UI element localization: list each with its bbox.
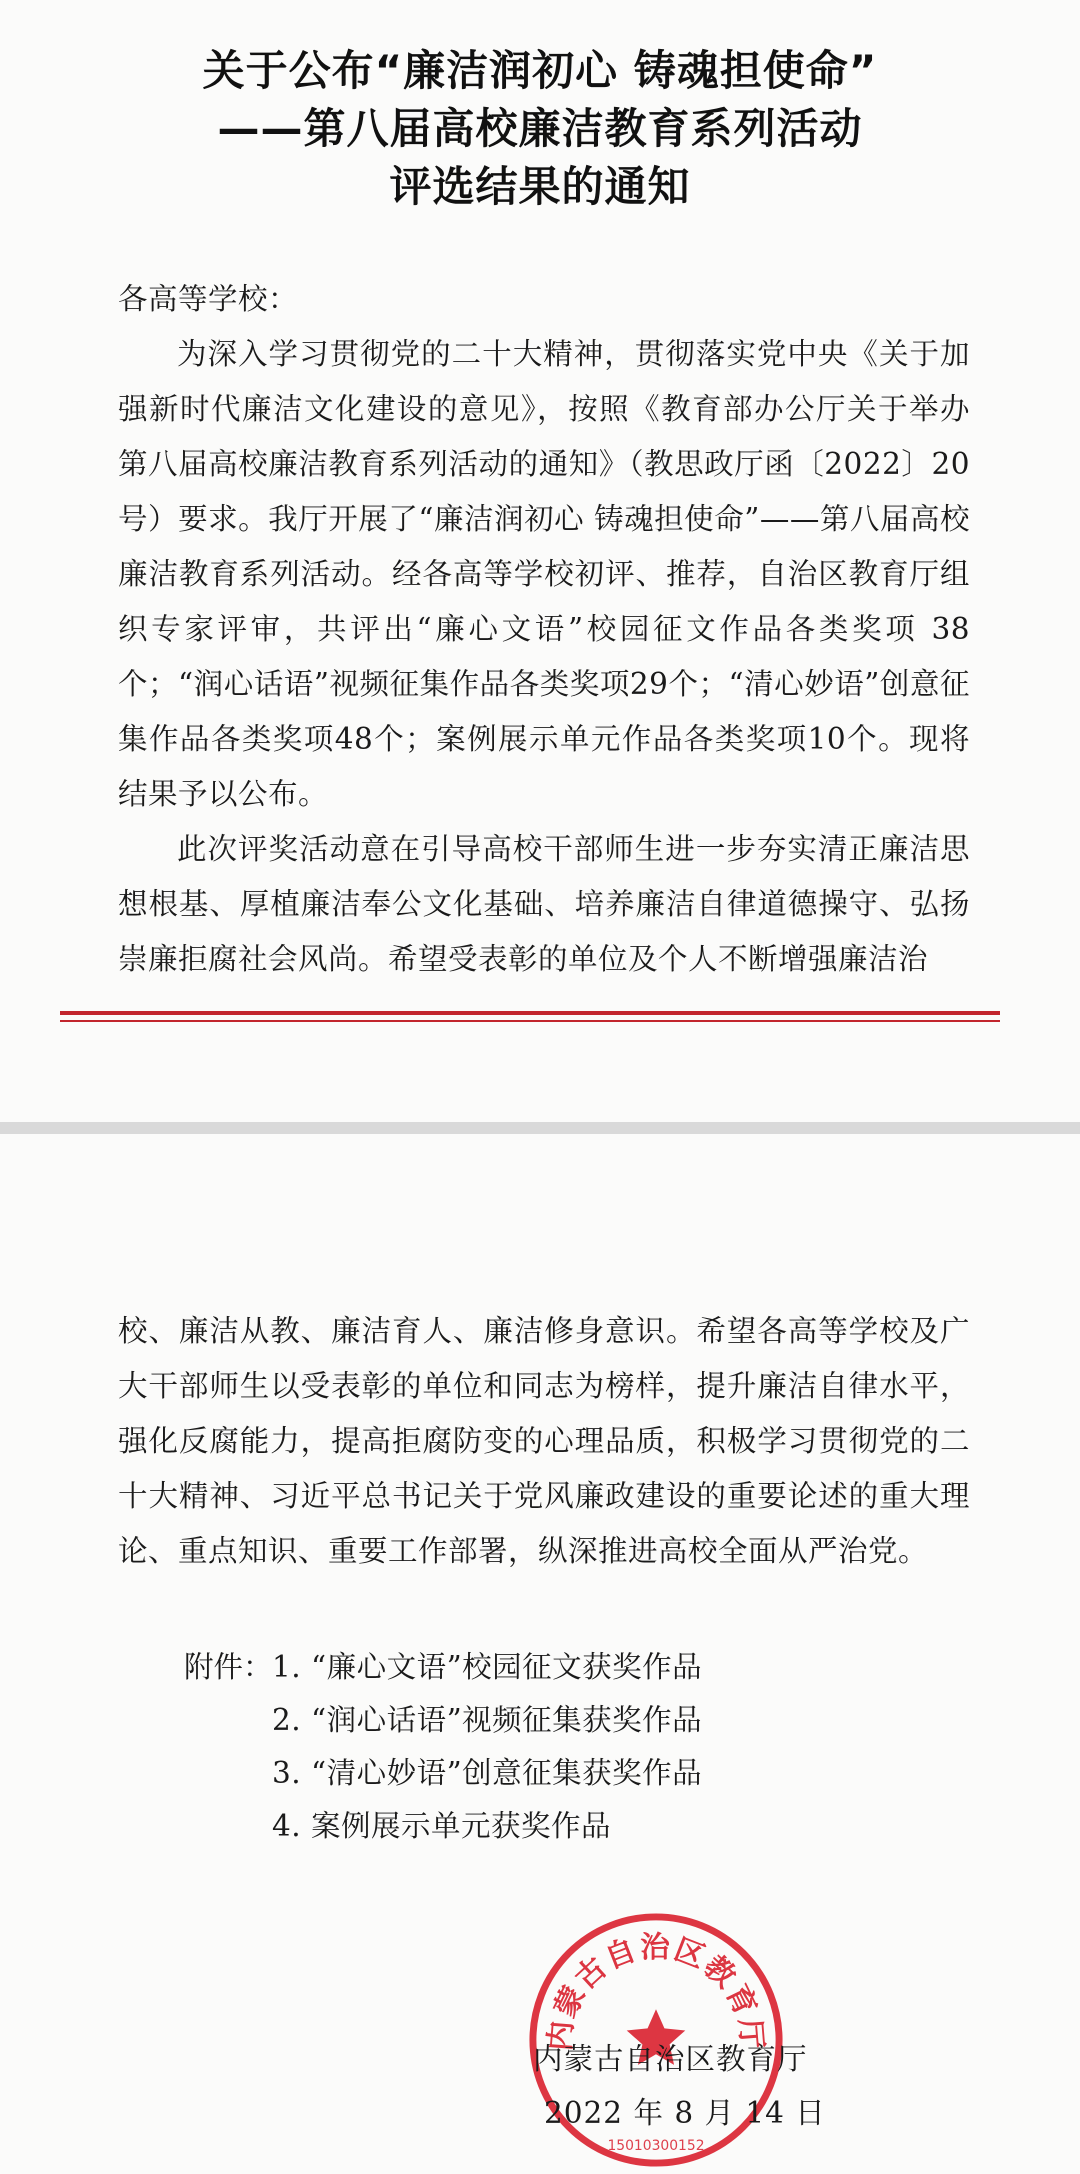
- title-line-3: 评选结果的通知: [389, 162, 691, 211]
- red-divider-line: [60, 1011, 1000, 1015]
- seal-arc-text: 内蒙古自治区教育厅: [542, 1930, 770, 2053]
- signature-date: 2022 年 8 月 14 日: [544, 2096, 826, 2130]
- addressee: 各高等学校：: [118, 282, 299, 316]
- red-divider-line-thin: [60, 1020, 1000, 1022]
- attachment-item-3: 3. “清心妙语”创意征集获奖作品: [272, 1756, 703, 1790]
- title-line-1: 关于公布“廉洁润初心 铸魂担使命”: [202, 46, 878, 95]
- attachment-label: 附件：: [184, 1650, 273, 1684]
- body-paragraph-2-part-2: 校、廉洁从教、廉洁育人、廉洁修身意识。希望各高等学校及广大干部师生以受表彰的单位和同志为榜样，提升廉洁自律水平，强化反腐能力，提高拒腐防变的心理品质，积极学习贯彻党的二十大精神、习近平总书记关于党风廉政建设的重要论述的重大理论、重点知识、重要工作部署，纵深推进高校全面从严治党。: [118, 1314, 970, 1568]
- seal-code: 15010300152: [607, 2138, 705, 2155]
- attachment-item-4: 4. 案例展示单元获奖作品: [272, 1809, 612, 1843]
- attachment-item-2: 2. “润心话语”视频征集获奖作品: [272, 1703, 703, 1737]
- body-paragraph-1: 为深入学习贯彻党的二十大精神，贯彻落实党中央《关于加强新时代廉洁文化建设的意见》，按照《教育部办公厅关于举办第八届高校廉洁教育系列活动的通知》（教思政厅函〔2022〕20号）要求。我厅开展了“廉洁润初心 铸魂担使命”——第八届高校廉洁教育系列活动。经各高等学校初评、推荐，自治区教育厅组织专家评审，共评出“廉心文语”校园征文作品各类奖项 38个；“润心话语”视频征集作品各类奖项29个；“清心妙语”创意征集作品各类奖项48个；案例展示单元作品各类奖项10个。现将结果予以公布。: [118, 337, 970, 811]
- body-paragraph-2-part-1: 此次评奖活动意在引导高校干部师生进一步夯实清正廉洁思想根基、厚植廉洁奉公文化基础、培养廉洁自律道德操守、弘扬崇廉拒腐社会风尚。希望受表彰的单位及个人不断增强廉洁治: [118, 832, 970, 976]
- signature-org: 内蒙古自治区教育厅: [533, 2042, 808, 2076]
- attachment-item-1: 1. “廉心文语”校园征文获奖作品: [272, 1650, 703, 1684]
- title-line-2: ——第八届高校廉洁教育系列活动: [217, 104, 863, 153]
